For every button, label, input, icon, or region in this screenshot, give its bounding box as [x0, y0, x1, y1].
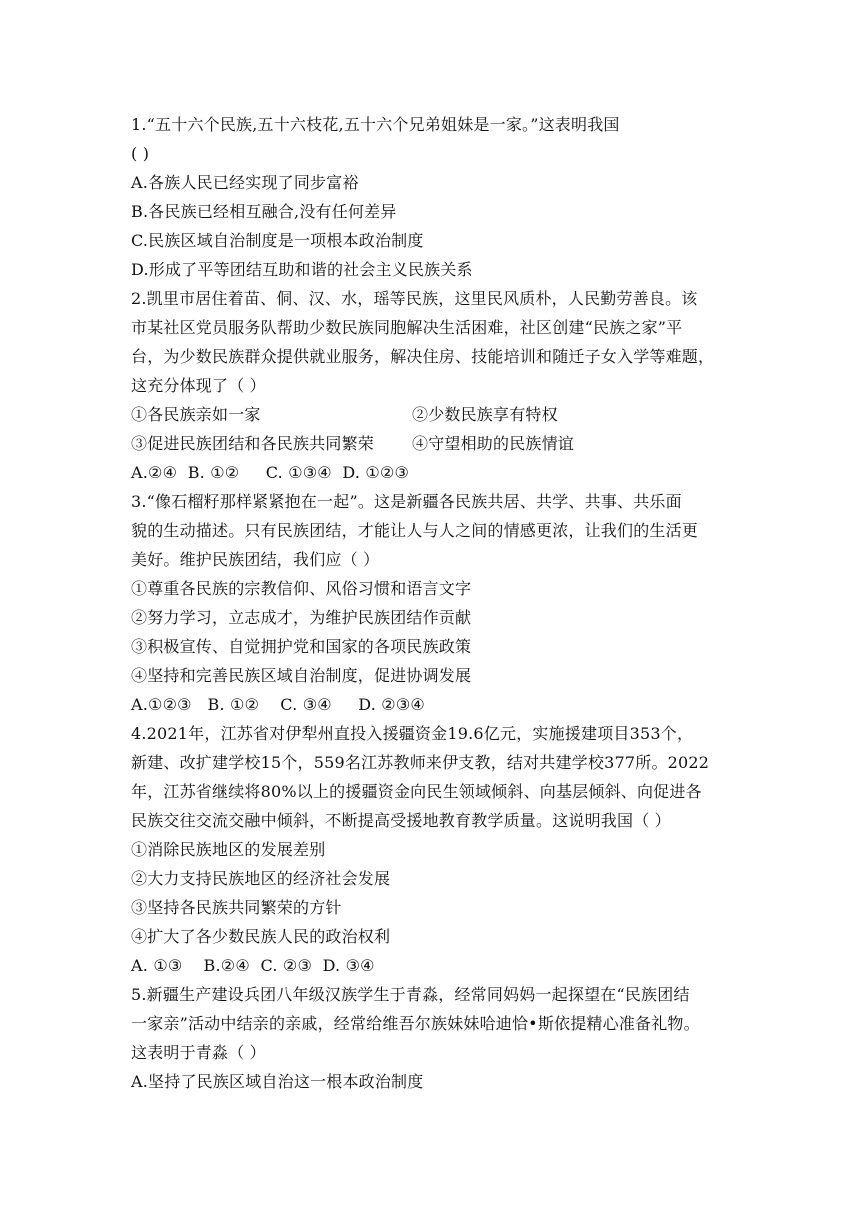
question-4 [131, 719, 731, 980]
question-4-statement-4: ④扩大了各少数民族人民的政治权利 [131, 927, 391, 946]
question-4-statement-2: ②大力支持民族地区的经济社会发展 [131, 869, 391, 888]
question-3-statement-2: ②努力学习，立志成才，为维护民族团结作贡献 [131, 608, 472, 627]
question-1 [131, 110, 731, 284]
question-1-option-d: D.形成了平等团结互助和谐的社会主义民族关系 [131, 260, 473, 279]
question-3-answer-options: A.①②③ B. ①② C. ③④ D. ②③④ [131, 695, 425, 714]
question-2-statement-1: ①各民族亲如一家 [131, 405, 261, 424]
question-5-stem-line: 一家亲”活动中结亲的亲戚，经常给维吾尔族妹妹哈迪恰•斯依提精心准备礼物。 [131, 1014, 700, 1033]
question-1-option-b: B.各民族已经相互融合,没有任何差异 [131, 202, 397, 221]
question-3-stem-line: 美好。维护民族团结，我们应（ ） [131, 550, 380, 569]
question-4-answer-options: A. ①③ B.②④ C. ②③ D. ③④ [131, 956, 375, 975]
question-4-statement-1: ①消除民族地区的发展差别 [131, 840, 326, 859]
question-2-statement-4: ④守望相助的民族情谊 [412, 434, 575, 453]
question-5-stem-line: 5.新疆生产建设兵团八年级汉族学生于青淼，经常同妈妈一起探望在“民族团结 [131, 985, 690, 1004]
question-2-stem-line: 市某社区党员服务队帮助少数民族同胞解决生活困难，社区创建“民族之家”平 [131, 318, 683, 337]
question-2-statement-2: ②少数民族享有特权 [412, 405, 558, 424]
question-3-statement-4: ④坚持和完善民族区域自治制度，促进协调发展 [131, 666, 472, 685]
question-4-stem-line: 年，江苏省继续将80%以上的援疆资金向民生领域倾斜、向基层倾斜、向促进各 [131, 782, 702, 801]
question-3-statement-3: ③积极宣传、自觉拥护党和国家的各项民族政策 [131, 637, 472, 656]
question-2-statement-3: ③促进民族团结和各民族共同繁荣 [131, 434, 375, 453]
question-5 [131, 980, 731, 1096]
question-5-stem-line: 这表明于青淼（ ） [131, 1043, 266, 1062]
question-1-stem: 1.“五十六个民族,五十六枝花,五十六个兄弟姐妹是一家。”这表明我国 [131, 115, 620, 134]
question-1-option-c: C.民族区域自治制度是一项根本政治制度 [131, 231, 424, 250]
question-list [131, 110, 731, 1096]
question-2-stem-line: 台，为少数民族群众提供就业服务，解决住房、技能培训和随迁子女入学等难题， [131, 347, 715, 366]
question-3-stem-line: 3.“像石榴籽那样紧紧抱在一起”。这是新疆各民族共居、共学、共事、共乐面 [131, 492, 682, 511]
question-2-stem-line: 2.凯里市居住着苗、侗、汉、水，瑶等民族，这里民风质朴，人民勤劳善良。该 [131, 289, 698, 308]
question-1-option-a: A.各族人民已经实现了同步富裕 [131, 173, 359, 192]
question-2-answer-options: A.②④ B. ①② C. ①③④ D. ①②③ [131, 463, 410, 482]
question-2-statement-row [131, 400, 731, 429]
question-2 [131, 284, 731, 487]
question-2-statement-row [131, 429, 731, 458]
question-3-stem-line: 貌的生动描述。只有民族团结，才能让人与人之间的情感更浓，让我们的生活更 [131, 521, 699, 540]
question-4-statement-3: ③坚持各民族共同繁荣的方针 [131, 898, 342, 917]
question-4-stem-line: 民族交往交流交融中倾斜，不断提高受援地教育教学质量。这说明我国（ ） [131, 811, 671, 830]
question-5-option-a: A.坚持了民族区域自治这一根本政治制度 [131, 1072, 424, 1091]
question-2-stem-line: 这充分体现了（ ） [131, 376, 266, 395]
question-3 [131, 487, 731, 719]
question-1-blank: ( ) [131, 144, 150, 163]
question-3-statement-1: ①尊重各民族的宗教信仰、风俗习惯和语言文字 [131, 579, 472, 598]
question-4-stem-line: 4.2021年，江苏省对伊犁州直投入援疆资金19.6亿元，实施援建项目353个， [131, 724, 694, 743]
question-4-stem-line: 新建、改扩建学校15个，559名江苏教师来伊支教，结对共建学校377所。2022 [131, 753, 710, 772]
